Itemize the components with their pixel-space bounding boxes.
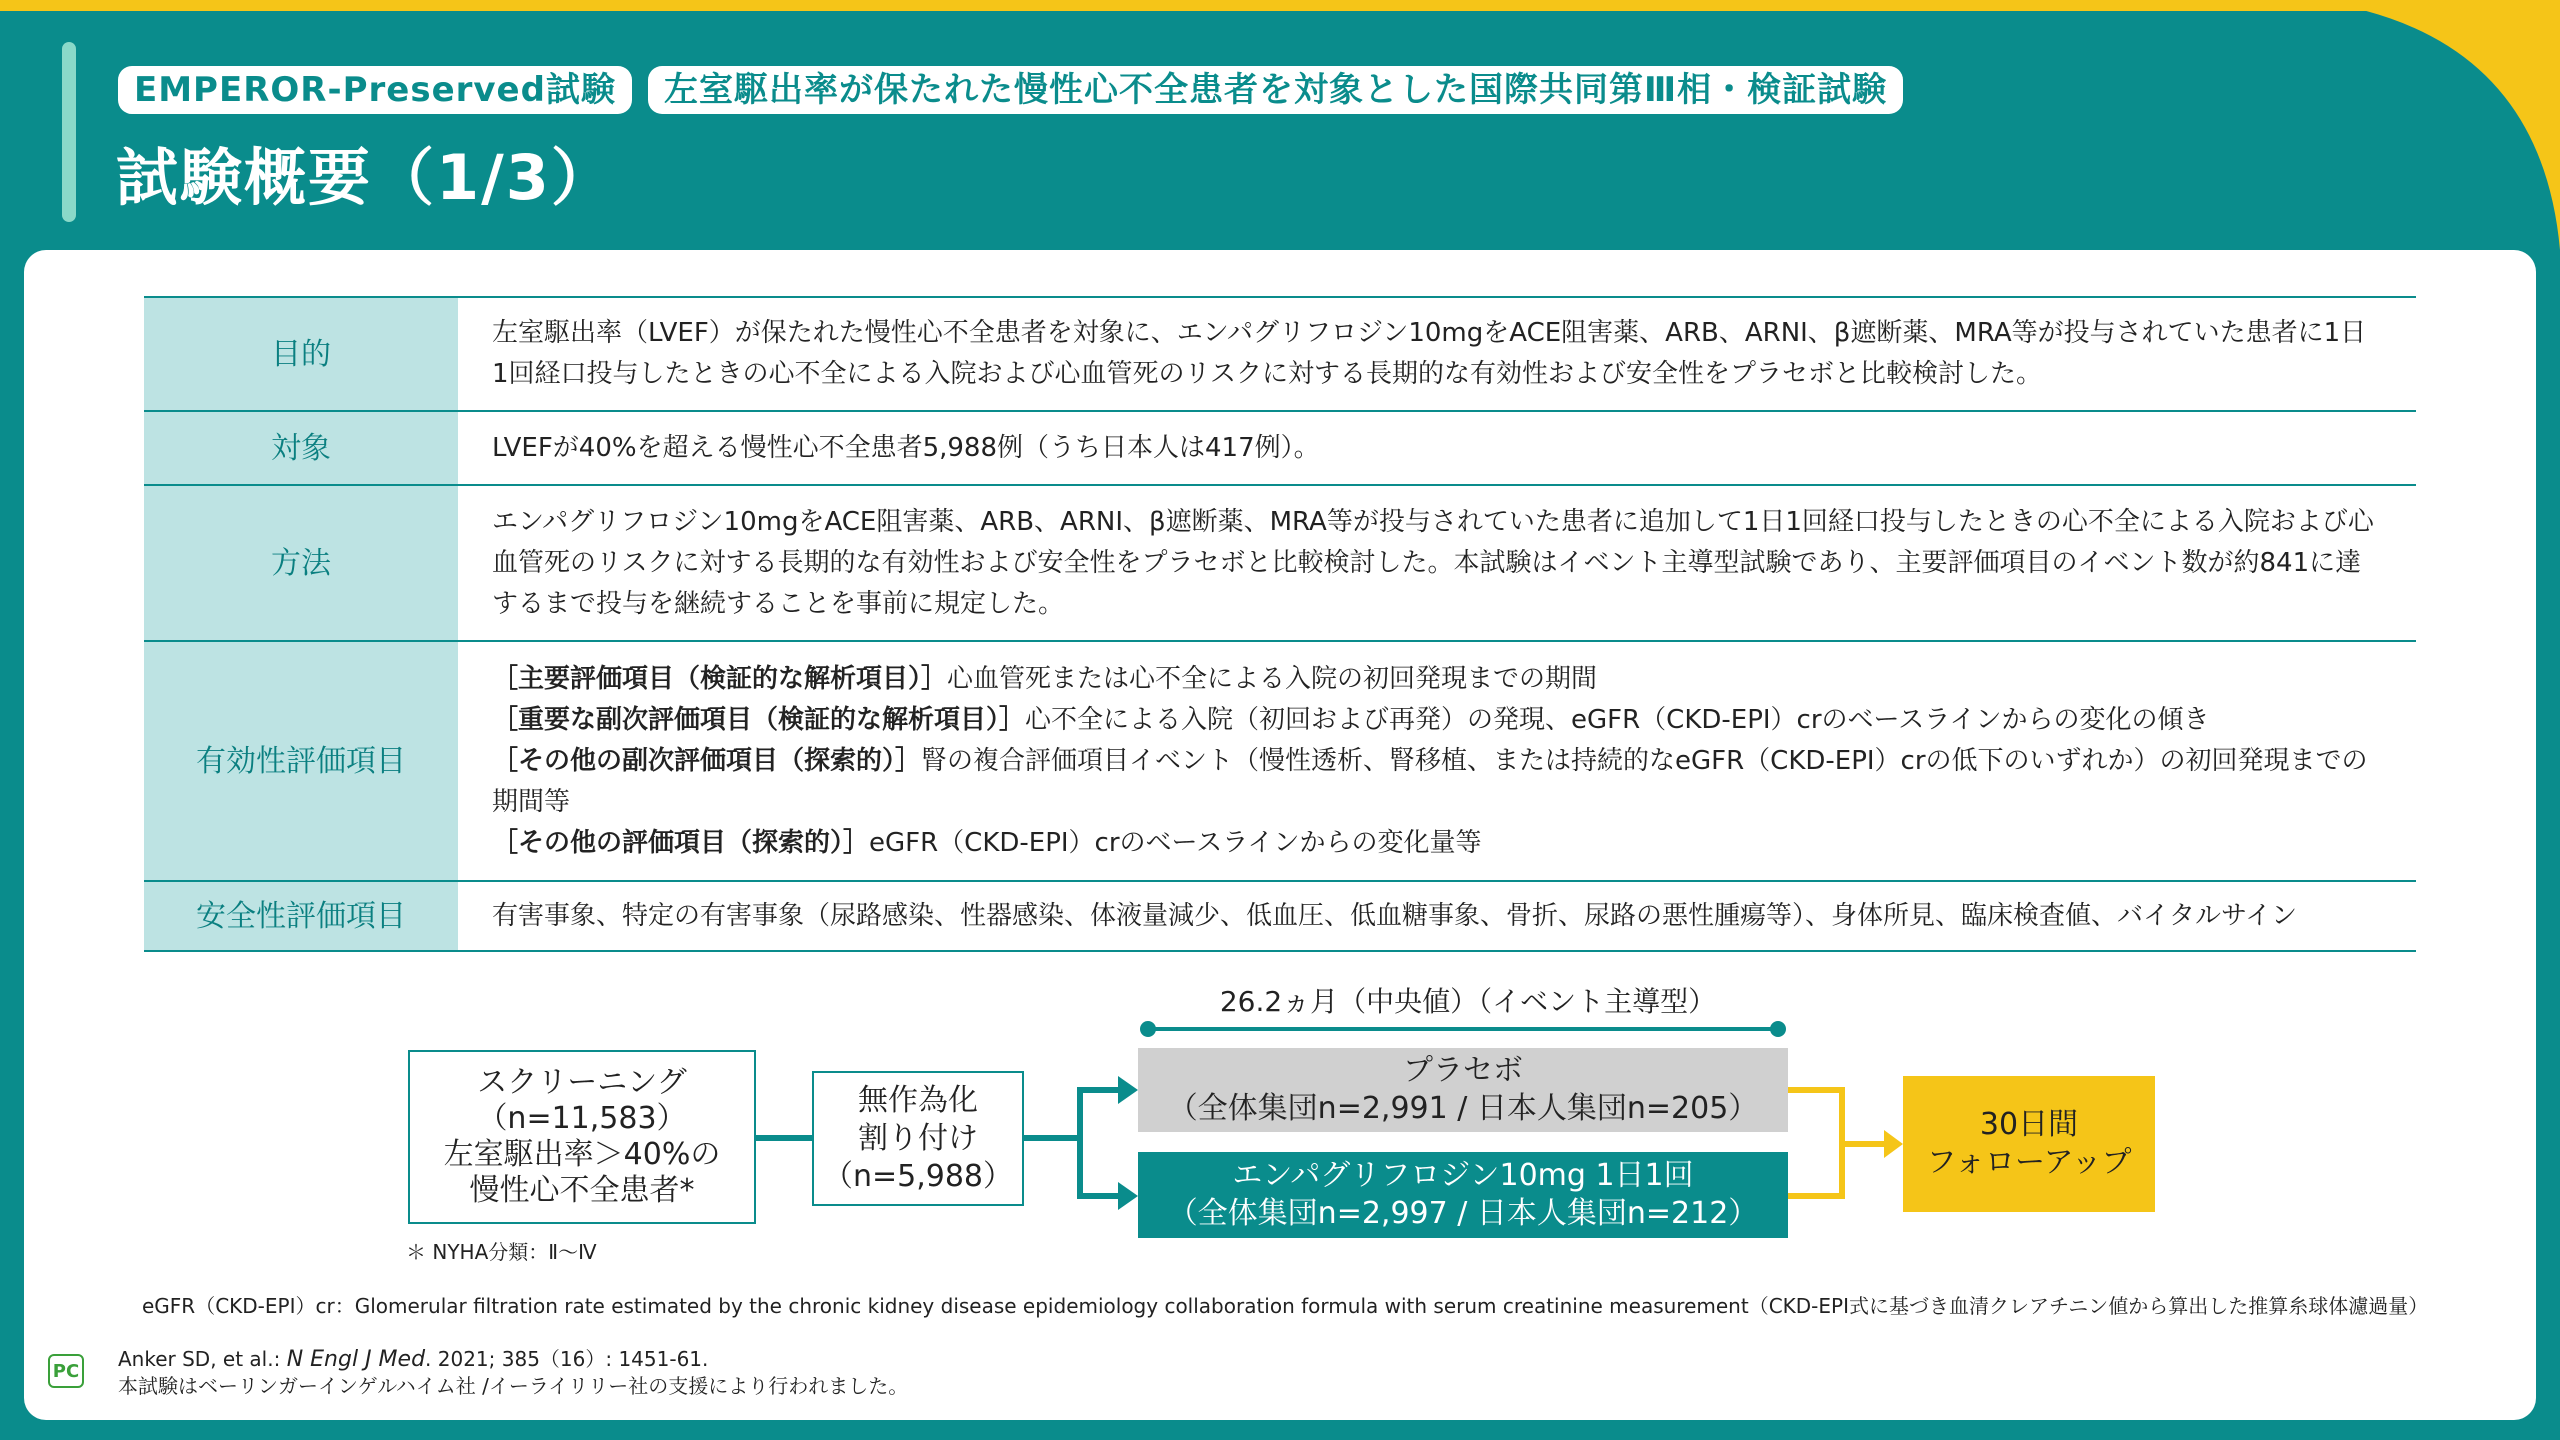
row-header-purpose: 目的 [144, 297, 458, 411]
row-content-efficacy [458, 641, 2416, 881]
other-endpoint-label: ［その他の評価項目（探索的）］ [492, 827, 870, 858]
screening-line: 慢性心不全患者* [469, 1173, 695, 1208]
other-secondary-label: ［その他の副次評価項目（探索的）］ [492, 745, 922, 776]
row-content-method [458, 485, 2416, 641]
randomization-box [812, 1071, 1024, 1206]
placebo-line: プラセボ [1403, 1053, 1523, 1088]
efficacy-key-secondary [492, 700, 2382, 741]
other-secondary-text: 腎の複合評価項目イベント（慢性透析、腎移植、または持続的なeGFR（CKD-EPI）crの低下のいずれか）の初回発現までの期間等 [492, 745, 2368, 817]
citation-journal: N Engl J Med [286, 1347, 426, 1372]
row-header-subjects: 対象 [144, 411, 458, 485]
other-endpoint-text: eGFR（CKD-EPI）crのベースラインからの変化量等 [869, 827, 1482, 858]
screening-line: スクリーニング [477, 1065, 687, 1100]
purpose-text: 左室駆出率（LVEF）が保たれた慢性心不全患者を対象に、エンパグリフロジン10mgをACE阻害薬、ARB、ARNI、β遮断薬、MRA等が投与されていた患者に1日1回経口投与したときの心不全による入院および心血管死のリスクに対する長期的な有効性および安全性をプラセボと比較検討した。 [492, 318, 2367, 389]
efficacy-other-secondary [492, 741, 2382, 823]
row-content-subjects [458, 411, 2416, 485]
screening-line: （n=11,583） [477, 1101, 687, 1136]
citation-line [118, 1346, 908, 1373]
placebo-line: （全体集団n=2,991 / 日本人集団n=205） [1167, 1091, 1759, 1126]
citation-details: . 2021; 385（16）: 1451-61. [425, 1347, 709, 1371]
row-header-method: 方法 [144, 485, 458, 641]
nyha-note: ＊ NYHA分類：Ⅱ～Ⅳ [406, 1240, 597, 1264]
page-title: 試験概要（1/3） [116, 141, 615, 214]
row-content-purpose [458, 297, 2416, 411]
screening-box [408, 1050, 756, 1224]
treatment-period-label: 26.2ヵ月（中央値）（イベント主導型） [1219, 985, 1717, 1018]
randomization-line: 割り付け [858, 1120, 978, 1156]
efficacy-other [492, 823, 2382, 864]
title-accent-bar [62, 42, 76, 222]
screening-line: 左室駆出率＞40%の [443, 1137, 721, 1172]
row-header-safety: 安全性評価項目 [144, 881, 458, 951]
empagliflozin-line: （全体集団n=2,997 / 日本人集団n=212） [1167, 1196, 1759, 1231]
safety-text: 有害事象、特定の有害事象（尿路感染、性器感染、体液量減少、低血圧、低血糖事象、骨折、尿路の悪性腫瘍等）、身体所見、臨床検査値、バイタルサイン [492, 900, 2298, 931]
trial-description-badge: 左室駆出率が保たれた慢性心不全患者を対象とした国際共同第Ⅲ相・検証試験 [648, 66, 1903, 114]
egfr-footnote: eGFR（CKD-EPI）cr：Glomerular filtration rate estimated by the chronic kidney disease epidemiology collaboration formula with serum creatinine measurement（CKD-EPI式に基づき血清クレアチニン値から算出した推算糸球体濾過量） [142, 1294, 2429, 1318]
followup-box [1903, 1076, 2155, 1212]
table-row [144, 297, 2416, 411]
placebo-arm-box [1138, 1048, 1788, 1132]
table-row [144, 881, 2416, 951]
overview-table [144, 296, 2416, 952]
top-yellow-band [0, 0, 2560, 11]
trial-name-badge: EMPEROR-Preserved試験 [118, 66, 632, 114]
row-header-efficacy: 有効性評価項目 [144, 641, 458, 881]
key-secondary-text: 心不全による入院（初回および再発）の発現、eGFR（CKD-EPI）crのベースラインからの変化の傾き [1025, 704, 2210, 735]
key-secondary-label: ［重要な副次評価項目（検証的な解析項目）］ [492, 704, 1026, 735]
primary-endpoint-text: 心血管死または心不全による入院の初回発現までの期間 [947, 663, 1598, 694]
followup-line: フォローアップ [1926, 1145, 2132, 1180]
table-row [144, 641, 2416, 881]
citation-authors: Anker SD, et al.: [118, 1347, 281, 1371]
support-statement: 本試験はベーリンガーインゲルハイム社 /イーライリリー社の支援により行われました。 [118, 1374, 909, 1398]
efficacy-primary [492, 659, 2382, 700]
randomization-line: 無作為化 [858, 1082, 978, 1118]
logo-icon: PC [48, 1354, 84, 1388]
empagliflozin-line: エンパグリフロジン10mg 1日1回 [1232, 1158, 1694, 1193]
randomization-line: （n=5,988） [822, 1158, 1014, 1194]
table-row [144, 485, 2416, 641]
method-text: エンパグリフロジン10mgをACE阻害薬、ARB、ARNI、β遮断薬、MRA等が投与されていた患者に追加して1日1回経口投与したときの心不全による入院および心血管死のリスクに対する長期的な有効性および安全性をプラセボと比較検討した。本試験はイベント主導型試験であり、主要評価項目のイベント数が約841に達するまで投与を継続することを事前に規定した。 [492, 506, 2374, 619]
primary-endpoint-label: ［主要評価項目（検証的な解析項目）］ [492, 663, 948, 694]
empagliflozin-arm-box [1138, 1152, 1788, 1238]
row-content-safety [458, 881, 2416, 951]
table-row [144, 411, 2416, 485]
subjects-text: LVEFが40%を超える慢性心不全患者5,988例（うち日本人は417例）。 [492, 432, 1320, 463]
followup-line: 30日間 [1979, 1107, 2079, 1142]
reference [118, 1346, 908, 1400]
